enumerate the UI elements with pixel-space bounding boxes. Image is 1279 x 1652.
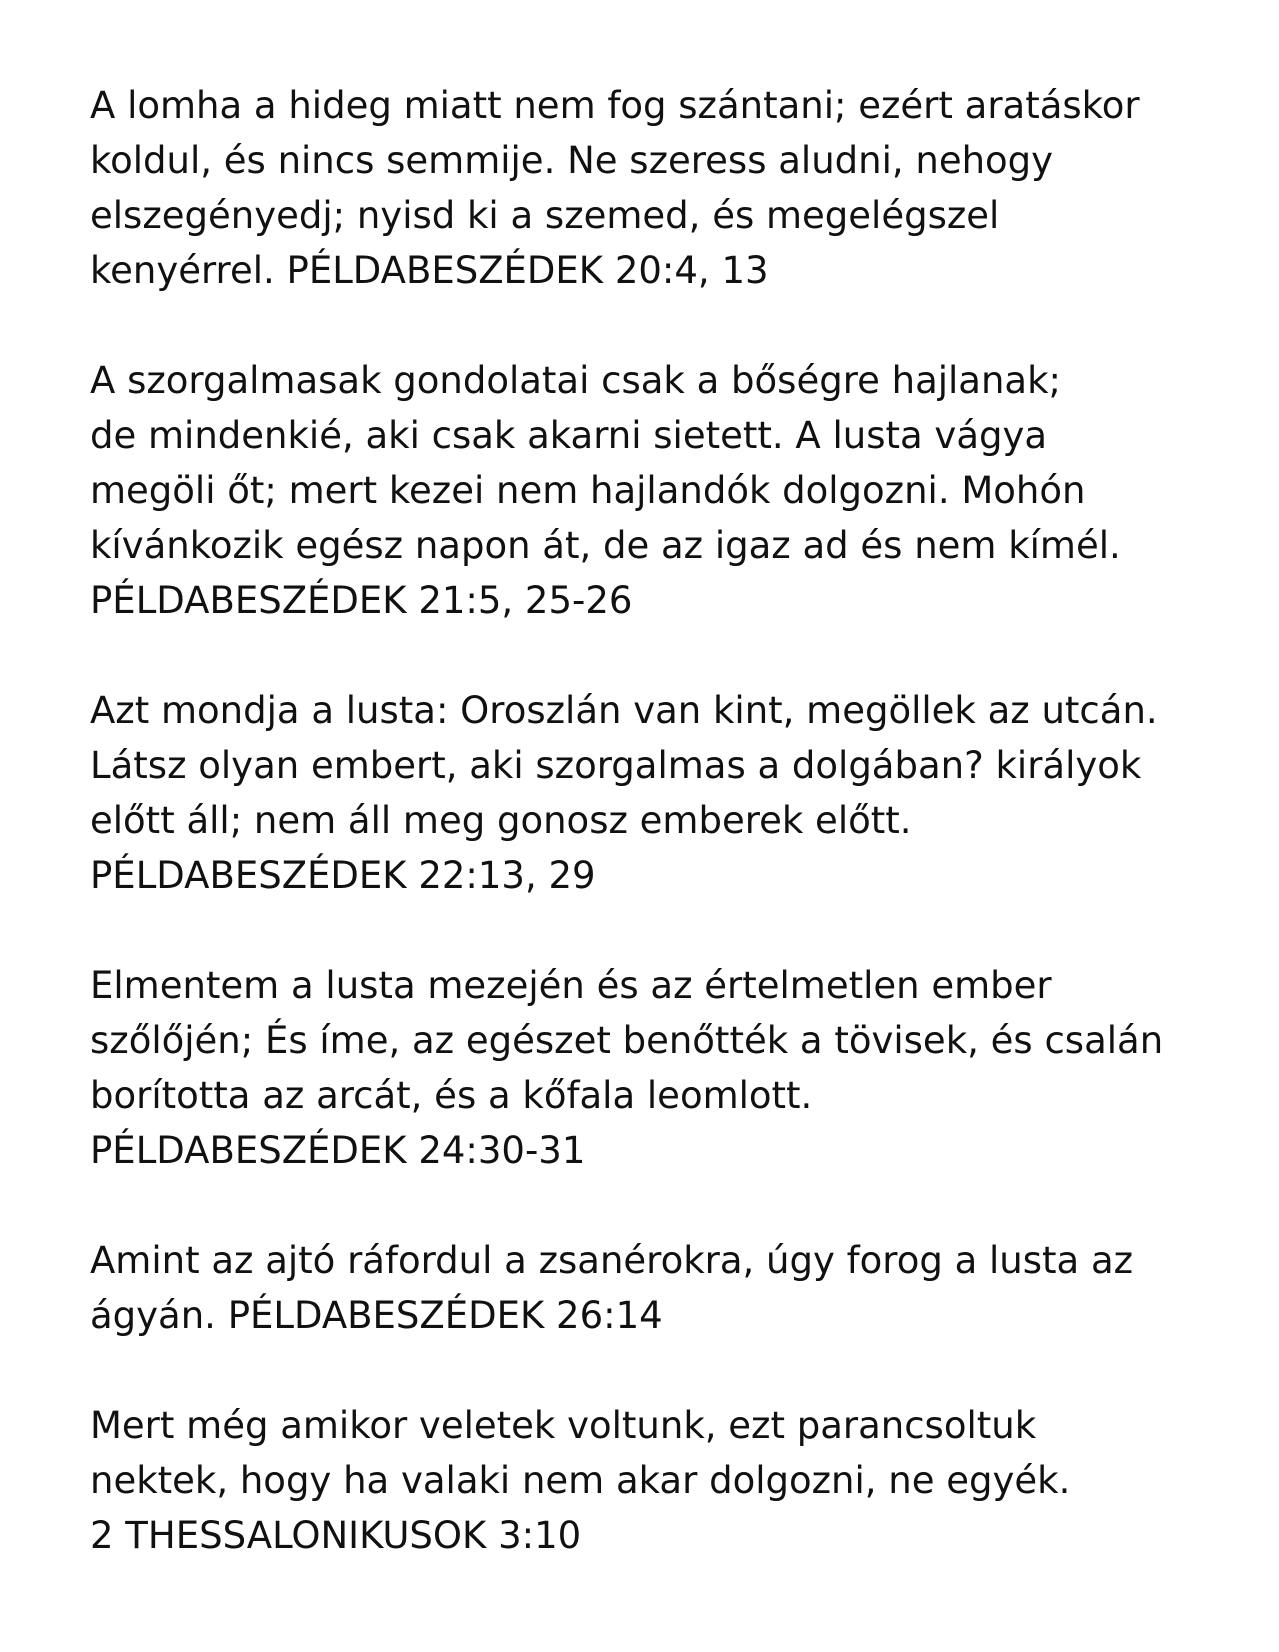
text-line: szőlőjén; És íme, az egészet benőtték a tövisek, és csalán — [90, 1019, 1164, 1062]
text-line: PÉLDABESZÉDEK 22:13, 29 — [90, 854, 596, 897]
text-line: kenyérrel. PÉLDABESZÉDEK 20:4, 13 — [90, 249, 769, 292]
text-line: előtt áll; nem áll meg gonosz emberek előtt. — [90, 799, 912, 842]
text-line: Azt mondja a lusta: Oroszlán van kint, megöllek az utcán. — [90, 689, 1158, 732]
text-line: PÉLDABESZÉDEK 21:5, 25-26 — [90, 579, 633, 622]
text-line: megöli őt; mert kezei nem hajlandók dolgozni. Mohón — [90, 469, 1086, 512]
text-line: kívánkozik egész napon át, de az igaz ad és nem kímél. — [90, 524, 1121, 567]
text-line: koldul, és nincs semmije. Ne szeress aludni, nehogy — [90, 139, 1054, 182]
text-line: borította az arcát, és a kőfala leomlott. — [90, 1074, 813, 1117]
text-line: A lomha a hideg miatt nem fog szántani; ezért aratáskor — [90, 84, 1140, 127]
passage-proverbs-24 — [90, 958, 1210, 1178]
text-line: A szorgalmasak gondolatai csak a bőségre hajlanak; — [90, 359, 1061, 402]
text-line: PÉLDABESZÉDEK 24:30-31 — [90, 1129, 586, 1172]
text-line: Amint az ajtó ráfordul a zsanérokra, úgy forog a lusta az — [90, 1239, 1134, 1282]
document-page — [90, 78, 1210, 1618]
text-line: Mert még amikor veletek voltunk, ezt parancsoltuk — [90, 1404, 1037, 1447]
passage-proverbs-22 — [90, 683, 1210, 903]
text-line: nektek, hogy ha valaki nem akar dolgozni, ne egyék. — [90, 1459, 1071, 1502]
text-line: ágyán. PÉLDABESZÉDEK 26:14 — [90, 1294, 663, 1337]
text-line: 2 THESSALONIKUSOK 3:10 — [90, 1514, 582, 1557]
passage-thessalonians-3 — [90, 1398, 1210, 1563]
passage-proverbs-21 — [90, 353, 1210, 628]
text-line: de mindenkié, aki csak akarni sietett. A lusta vágya — [90, 414, 1048, 457]
passage-proverbs-20 — [90, 78, 1210, 298]
passage-proverbs-26 — [90, 1233, 1210, 1343]
text-line: elszegényedj; nyisd ki a szemed, és megelégszel — [90, 194, 1000, 237]
text-line: Látsz olyan embert, aki szorgalmas a dolgában? királyok — [90, 744, 1142, 787]
text-line: Elmentem a lusta mezején és az értelmetlen ember — [90, 964, 1052, 1007]
